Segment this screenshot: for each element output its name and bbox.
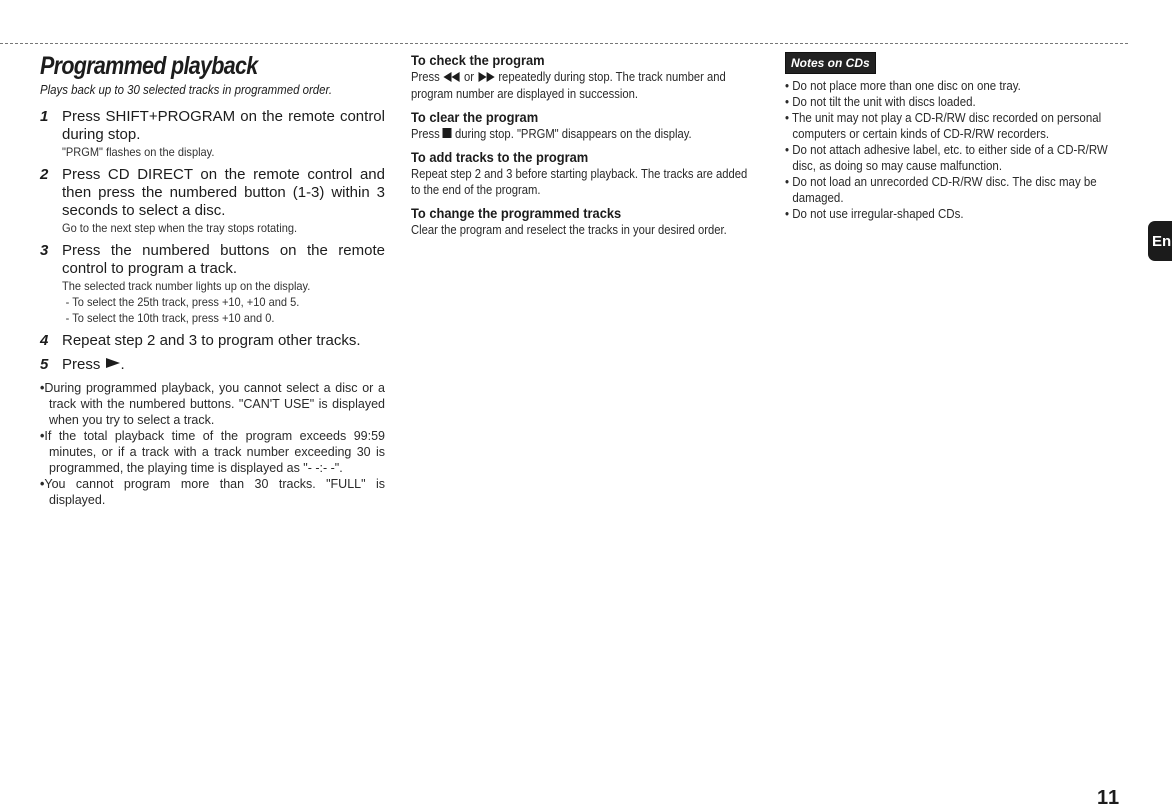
note-item: • Do not use irregular-shaped CDs. [785,207,964,221]
note-item: • Do not load an unrecorded CD-R/RW disc. The disc may be damaged. [785,175,1097,205]
page-title: Programmed playback [40,52,258,80]
section-heading: To clear the program [411,108,539,125]
section-text: Clear the program and reselect the tracks in your desired order. [411,223,727,238]
step-number: 5 [40,356,49,373]
language-tab: En [1148,221,1172,261]
skip-forward-icon [477,70,495,86]
section-text: Press or repeatedly during stop. The track number and program number are displayed in succession. [411,70,726,101]
skip-back-icon [443,70,461,86]
step-note: "PRGM" flashes on the display. [62,145,215,159]
section-text: Press during stop. "PRGM" disappears on the display. [411,126,692,141]
notes-title: Notes on CDs [785,52,876,74]
step-note: Go to the next step when the tray stops rotating. [62,221,298,235]
step-2 [40,166,385,236]
note-item: • The unit may not play a CD-R/RW disc recorded on personal computers or certain kinds of CD-R/RW recorders. [785,111,1102,141]
page-subtitle: Plays back up to 30 selected tracks in programmed order. [40,82,333,97]
section-text: Repeat step 2 and 3 before starting playback. The tracks are added to the end of the program. [411,167,748,198]
step-note: - To select the 25th track, press +10, +10 and 5. [65,295,300,309]
middle-column [411,52,756,238]
right-column [785,52,1130,222]
section-heading: To check the program [411,52,545,68]
step-5 [40,356,385,374]
note-item: • Do not attach adhesive label, etc. to either side of a CD-R/RW disc, as doing so may cause malfunction. [785,143,1108,173]
left-column [40,52,385,508]
stop-icon [443,126,452,142]
step-text: Repeat step 2 and 3 to program other tracks. [62,332,361,349]
note-item: • Do not tilt the unit with discs loaded. [785,95,976,109]
step-number: 1 [40,108,49,125]
page-number: 11 [1097,787,1121,809]
bullet-item: •During programmed playback, you cannot select a disc or a track with the numbered buttons. "CAN'T USE" is displayed when you try to select a track. [40,381,385,428]
step-4 [40,332,385,350]
step-3 [40,242,385,326]
notes-list [785,78,1130,222]
step-number: 4 [40,332,49,349]
bullet-item: •You cannot program more than 30 tracks. "FULL" is displayed. [40,477,385,508]
step-text: Press SHIFT+PROGRAM on the remote control during stop. [62,108,385,143]
step-text: Press CD DIRECT on the remote control and then press the numbered button (1-3) within 3 seconds to select a disc. [62,166,385,219]
step-1 [40,108,385,160]
bullet-item: •If the total playback time of the program exceeds 99:59 minutes, or if a track with a track number exceeding 30 is programmed, the playing time is displayed as "- -:- -". [40,429,385,476]
step-note: The selected track number lights up on the display. [62,279,311,293]
section-heading: To change the programmed tracks [411,205,622,222]
section-heading: To add tracks to the program [411,149,589,166]
top-rule [0,43,1128,44]
step-text: Press the numbered buttons on the remote control to program a track. [62,242,385,277]
step-text [62,356,385,374]
play-icon [105,356,121,374]
step-number: 3 [40,242,49,259]
note-item: • Do not place more than one disc on one tray. [785,79,1021,93]
steps-list [40,108,385,374]
bullet-notes [40,380,385,508]
step-number: 2 [40,166,49,183]
step-text-label: Press [62,356,101,373]
step-note: - To select the 10th track, press +10 and 0. [65,311,275,325]
step-text-suffix: . [120,356,125,373]
